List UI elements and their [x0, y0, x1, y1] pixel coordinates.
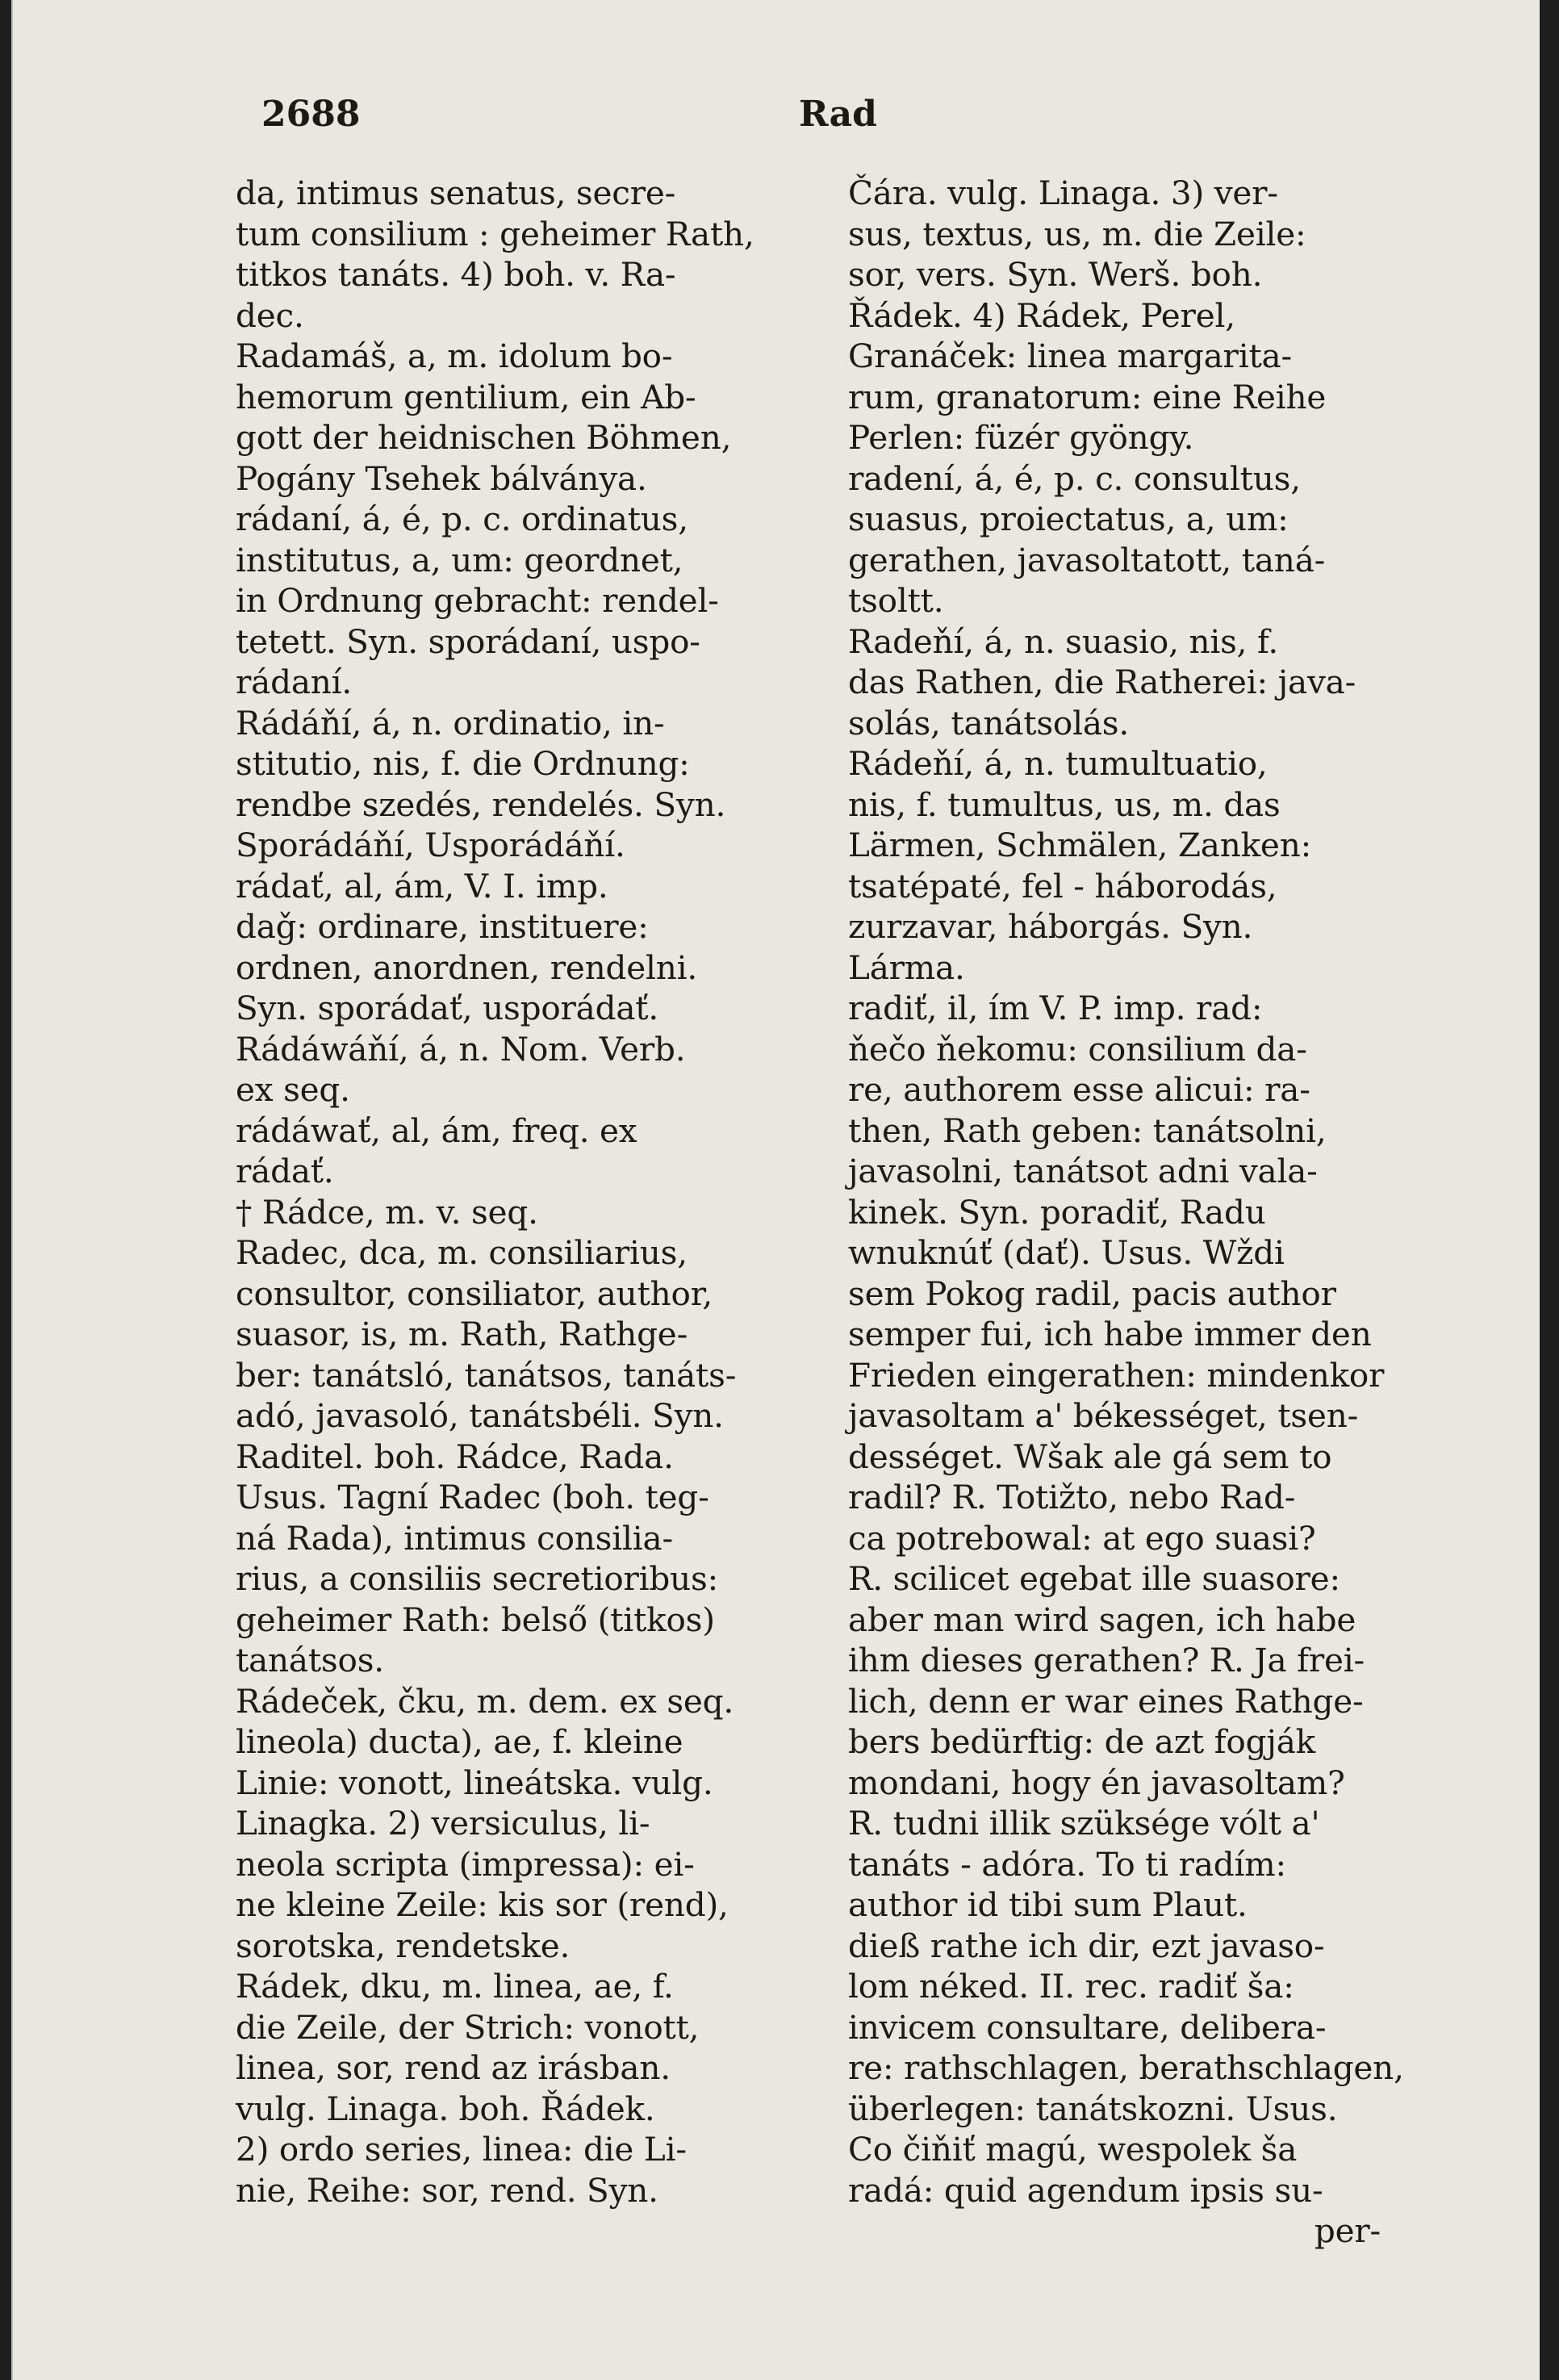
text-line: Rádáňí, á, n. ordinatio, in- — [236, 703, 665, 742]
text-line: mondani, hogy én javasoltam? — [848, 1763, 1345, 1802]
text-line: javasoltam a' békességet, tsen- — [848, 1396, 1359, 1435]
running-head: Rad — [799, 94, 877, 135]
text-line: per- — [1314, 2211, 1381, 2250]
text-line: radá: quid agendum ipsis su- — [848, 2170, 1323, 2210]
text-line: dességet. Wšak ale gá sem to — [848, 1437, 1332, 1476]
text-line: die Zeile, der Strich: vonott, — [236, 2007, 700, 2047]
text-line: titkos tanáts. 4) boh. v. Ra- — [236, 255, 676, 294]
text-line: suasor, is, m. Rath, Rathge- — [236, 1315, 688, 1353]
text-line: R. scilicet egebat ille suasore: — [848, 1559, 1340, 1598]
text-line: lich, denn er war eines Rathge- — [848, 1681, 1364, 1721]
left-column — [236, 173, 800, 2211]
text-line: ca potrebowal: at ego suasi? — [848, 1518, 1316, 1558]
text-line: Linie: vonott, lineátska. vulg. — [236, 1763, 713, 1802]
text-line: linea, sor, rend az irásban. — [236, 2048, 671, 2087]
text-line: nis, f. tumultus, us, m. das — [848, 784, 1281, 824]
text-line: kinek. Syn. poradiť, Radu — [848, 1192, 1266, 1232]
right-column — [848, 173, 1413, 2252]
text-line: ne kleine Zeile: kis sor (rend), — [236, 1885, 729, 1924]
text-line: rádaní. — [236, 663, 353, 701]
text-line: geheimer Rath: belső (titkos) — [236, 1600, 715, 1639]
text-line: zurzavar, háborgás. Syn. — [848, 907, 1253, 946]
text-line: re: rathschlagen, berathschlagen, — [848, 2048, 1404, 2087]
text-line: Frieden eingerathen: mindenkor — [848, 1355, 1385, 1395]
text-line: hemorum gentilium, ein Ab- — [236, 377, 696, 416]
text-line: in Ordnung gebracht: rendel- — [236, 581, 719, 620]
text-line: invicem consultare, delibera- — [848, 2007, 1327, 2047]
text-line: suasus, proiectatus, a, um: — [848, 500, 1289, 538]
text-line: Raditel. boh. Rádce, Rada. — [236, 1437, 674, 1476]
text-line: sus, textus, us, m. die Zeile: — [848, 214, 1306, 253]
text-line: Rádeňí, á, n. tumultuatio, — [848, 744, 1268, 783]
text-line: ňečo ňekomu: consilium da- — [848, 1029, 1307, 1069]
text-line: rendbe szedés, rendelés. Syn. — [236, 784, 726, 824]
text-line: bers bedürftig: de azt fogják — [848, 1722, 1315, 1761]
text-line: dieß rathe ich dir, ezt javaso- — [848, 1926, 1325, 1965]
page-number: 2688 — [261, 94, 361, 135]
text-line: rádaní, á, é, p. c. ordinatus, — [236, 500, 688, 538]
text-line: solás, tanátsolás. — [848, 703, 1130, 742]
text-line: tanátsos. — [236, 1641, 384, 1679]
text-line: tum consilium : geheimer Rath, — [236, 214, 754, 253]
text-line: consultor, consiliator, author, — [236, 1274, 713, 1313]
text-line: Usus. Tagní Radec (boh. teg- — [236, 1478, 709, 1516]
text-line: daǧ: ordinare, instituere: — [236, 907, 649, 946]
text-line: Radamáš, a, m. idolum bo- — [236, 337, 673, 375]
text-line: Perlen: füzér gyöngy. — [848, 418, 1194, 457]
text-line: R. tudni illik szüksége vólt a' — [848, 1804, 1320, 1843]
text-line: re, authorem esse alicui: ra- — [848, 1070, 1310, 1109]
text-line: ihm dieses gerathen? R. Ja frei- — [848, 1641, 1365, 1679]
text-line: semper fui, ich habe immer den — [848, 1315, 1372, 1353]
text-line: vulg. Linaga. boh. Řádek. — [236, 2089, 655, 2128]
dictionary-page — [11, 0, 1540, 2380]
text-line: überlegen: tanátskozni. Usus. — [848, 2089, 1338, 2128]
text-line: rádať. — [236, 1152, 334, 1190]
text-line: ná Rada), intimus consilia- — [236, 1518, 673, 1558]
text-line: sem Pokog radil, pacis author — [848, 1274, 1336, 1313]
text-line: Radeňí, á, n. suasio, nis, f. — [848, 621, 1279, 661]
text-line: then, Rath geben: tanátsolni, — [848, 1111, 1327, 1150]
text-line: das Rathen, die Ratherei: java- — [848, 663, 1356, 701]
text-line: rum, granatorum: eine Reihe — [848, 377, 1327, 416]
text-line: radení, á, é, p. c. consultus, — [848, 458, 1301, 498]
text-line: author id tibi sum Plaut. — [848, 1885, 1248, 1924]
text-line: tetett. Syn. sporádaní, uspo- — [236, 621, 700, 661]
text-line: tsoltt. — [848, 581, 944, 620]
text-line: nie, Reihe: sor, rend. Syn. — [236, 2170, 658, 2210]
text-line: Co čiňiť magú, wespolek ša — [848, 2130, 1298, 2169]
text-line: sorotska, rendetske. — [236, 1926, 571, 1965]
text-line: Čára. vulg. Linaga. 3) ver- — [848, 174, 1278, 212]
text-line: da, intimus senatus, secre- — [236, 174, 676, 212]
text-line: lineola) ducta), ae, f. kleine — [236, 1722, 683, 1761]
text-line: tanáts - adóra. To ti radím: — [848, 1844, 1286, 1884]
text-line: Rádek, dku, m. linea, ae, f. — [236, 1967, 674, 2006]
text-line: rádať, al, ám, V. I. imp. — [236, 866, 608, 906]
text-line: rádáwať, al, ám, freq. ex — [236, 1111, 637, 1150]
text-line: ber: tanátsló, tanátsos, tanáts- — [236, 1355, 737, 1395]
text-line: Sporádáňí, Usporádáňí. — [236, 826, 625, 864]
text-line: Řádek. 4) Rádek, Perel, — [848, 295, 1235, 335]
text-line: Rádeček, čku, m. dem. ex seq. — [236, 1681, 734, 1721]
text-line: javasolni, tanátsot adni vala- — [848, 1152, 1318, 1190]
text-line: dec. — [236, 295, 304, 335]
text-line: † Rádce, m. v. seq. — [236, 1192, 538, 1232]
page-header — [261, 90, 1440, 139]
text-line: neola scripta (impressa): ei- — [236, 1844, 695, 1884]
text-line: Pogány Tsehek bálványa. — [236, 458, 647, 498]
text-line: gerathen, javasoltatott, taná- — [848, 540, 1326, 579]
text-line: ordnen, anordnen, rendelni. — [236, 947, 698, 987]
text-line: sor, vers. Syn. Werš. boh. — [848, 255, 1263, 294]
text-line: radil? R. Totižto, nebo Rad- — [848, 1478, 1296, 1516]
text-line: radiť, il, ím V. P. imp. rad: — [848, 989, 1263, 1027]
text-line: Linagka. 2) versiculus, li- — [236, 1804, 650, 1843]
text-line: Lárma. — [848, 947, 965, 987]
text-line: 2) ordo series, linea: die Li- — [236, 2130, 687, 2169]
text-line: tsatépaté, fel - háborodás, — [848, 866, 1277, 906]
text-line: Granáček: linea margarita- — [848, 337, 1292, 375]
text-line: Syn. sporádať, usporádať. — [236, 989, 659, 1027]
text-line: Rádáwáňí, á, n. Nom. Verb. — [236, 1029, 686, 1069]
text-line: Radec, dca, m. consiliarius, — [236, 1233, 688, 1272]
text-line: aber man wird sagen, ich habe — [848, 1600, 1356, 1639]
text-line: Lärmen, Schmälen, Zanken: — [848, 826, 1312, 864]
text-line: wnuknúť (dať). Usus. Wždi — [848, 1233, 1285, 1272]
text-line: gott der heidnischen Böhmen, — [236, 418, 732, 457]
text-line: adó, javasoló, tanátsbéli. Syn. — [236, 1396, 724, 1435]
text-line: stitutio, nis, f. die Ordnung: — [236, 744, 690, 783]
text-line: rius, a consiliis secretioribus: — [236, 1559, 719, 1598]
text-line: ex seq. — [236, 1070, 350, 1109]
text-line: institutus, a, um: geordnet, — [236, 540, 683, 579]
text-line: lom néked. II. rec. radiť ša: — [848, 1967, 1294, 2006]
